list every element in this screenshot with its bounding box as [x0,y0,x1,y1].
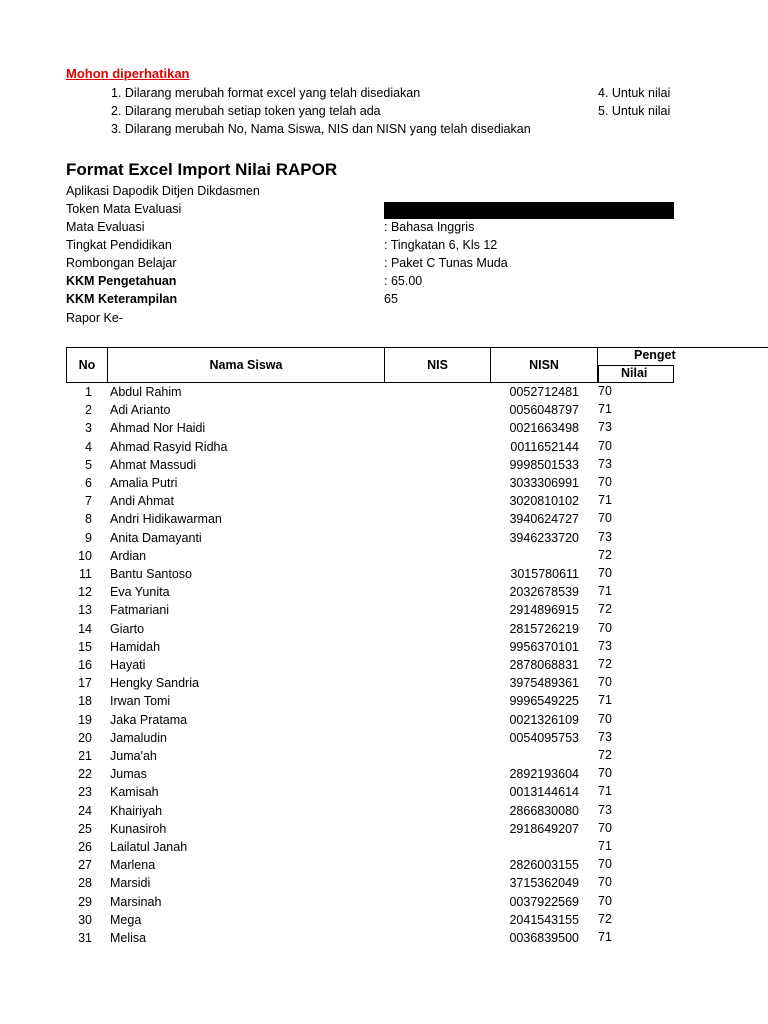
row-no: 11 [79,567,92,581]
table-row[interactable] [66,913,706,931]
row-nilai: 72 [598,748,612,762]
meta-row [66,292,766,310]
row-nama: Abdul Rahim [110,385,182,399]
row-nisn: 9998501533 [509,457,579,472]
rule-5: 5. Untuk nilai [598,104,671,118]
row-nilai: 73 [598,729,612,744]
row-nisn: 9996549225 [509,694,579,709]
row-nama: Giarto [110,621,145,636]
row-nilai: 70 [598,893,612,908]
row-nama: Adi Arianto [110,403,171,418]
row-no: 12 [78,585,92,600]
row-nilai: 70 [598,857,612,872]
table-row[interactable] [66,622,706,640]
row-nama: Melisa [110,931,147,945]
table-row[interactable] [66,840,706,858]
row-nilai: 73 [598,802,612,817]
row-no: 6 [85,476,92,490]
table-row[interactable] [66,385,706,403]
header-nis: NIS [384,347,491,383]
meta-value: : Tingkatan 6, Kls 12 [384,238,498,252]
row-no: 17 [78,676,92,691]
row-nilai: 73 [598,456,612,471]
meta-row [66,220,766,238]
row-nisn: 0052712481 [509,385,579,399]
row-nilai: 71 [598,839,612,853]
row-nilai: 70 [598,766,612,781]
row-nama: Hamidah [110,639,161,654]
table-row[interactable] [66,713,706,731]
row-nama: Lailatul Janah [110,840,188,854]
document-title: Format Excel Import Nilai RAPOR [66,160,338,179]
row-nama: Irwan Tomi [110,694,171,709]
meta-value: 65 [384,292,398,306]
row-no: 10 [78,548,92,563]
row-nilai: 71 [598,784,612,799]
row-no: 26 [78,840,92,854]
meta-label: KKM Pengetahuan [66,274,177,288]
row-nilai: 71 [598,693,612,708]
row-no: 9 [85,530,92,545]
table-row[interactable] [66,440,706,458]
row-nisn: 0013144614 [509,785,579,800]
row-no: 7 [85,494,92,509]
row-nama: Amalia Putri [110,476,178,490]
row-nama: Anita Damayanti [110,530,202,545]
row-no: 21 [78,749,92,763]
table-row[interactable] [66,403,706,421]
row-nama: Jamaludin [110,730,167,745]
row-no: 4 [85,439,92,454]
row-nilai: 72 [598,911,612,926]
row-nilai: 70 [598,475,612,489]
meta-row [66,274,766,292]
row-nisn: 0021326109 [509,712,579,727]
row-nilai: 70 [598,384,612,398]
header-no: No [66,347,108,383]
row-no: 8 [85,512,92,527]
row-nama: Andri Hidikawarman [110,512,222,527]
rule-2: 2. Dilarang merubah setiap token yang telah ada [111,104,381,118]
meta-label: Rombongan Belajar [66,256,177,270]
row-nilai: 71 [598,930,612,944]
row-nilai: 73 [598,529,612,544]
row-nisn: 2892193604 [509,767,579,782]
table-row[interactable] [66,767,706,785]
row-nisn: 3975489361 [509,676,579,691]
row-nilai: 71 [598,402,612,417]
row-nilai: 71 [598,493,612,508]
document-subtitle [66,184,766,202]
rule-1: 1. Dilarang merubah format excel yang telah disediakan [111,86,421,100]
table-row[interactable] [66,476,706,494]
row-nisn: 3946233720 [509,530,579,545]
row-no: 14 [78,621,92,636]
row-nama: Andi Ahmat [110,494,174,509]
row-nisn: 0054095753 [509,730,579,745]
meta-label: KKM Keterampilan [66,292,178,306]
row-nama: Hengky Sandria [110,676,199,691]
row-no: 29 [78,894,92,909]
row-nilai: 70 [598,511,612,526]
row-nilai: 70 [598,566,612,580]
row-no: 1 [85,385,92,399]
row-nisn: 0011652144 [510,439,579,454]
table-row[interactable] [66,876,706,894]
table-row[interactable] [66,749,706,767]
table-row[interactable] [66,895,706,913]
table-row[interactable] [66,785,706,803]
table-row[interactable] [66,512,706,530]
row-nilai: 70 [598,820,612,835]
table-row[interactable] [66,658,706,676]
row-nilai: 70 [598,875,612,890]
row-no: 5 [85,457,92,472]
row-nisn: 0036839500 [509,931,579,945]
row-nisn: 2918649207 [509,821,579,836]
table-row[interactable] [66,858,706,876]
header-nisn: NISN [490,347,598,383]
notice-title: Mohon diperhatikan [66,66,190,81]
row-nisn: 3033306991 [509,476,579,490]
row-nama: Marsidi [110,876,151,891]
row-nilai: 72 [598,657,612,671]
row-nama: Khairiyah [110,803,163,818]
meta-label: Rapor Ke- [66,311,123,325]
row-nisn: 0056048797 [509,403,579,418]
table-row[interactable] [66,549,706,567]
row-nilai: 70 [598,438,612,453]
table-row[interactable] [66,822,706,840]
meta-label: Token Mata Evaluasi [66,202,182,216]
row-nilai: 72 [598,602,612,617]
row-no: 27 [78,858,92,873]
row-nisn: 2826003155 [509,858,579,873]
row-nama: Bantu Santoso [110,567,193,581]
row-no: 31 [78,931,92,945]
row-no: 15 [78,639,92,654]
row-nisn: 3020810102 [509,494,579,509]
row-nama: Marlena [110,858,156,873]
row-nisn: 0021663498 [509,421,579,436]
table-row[interactable] [66,421,706,439]
table-row[interactable] [66,603,706,621]
row-nisn: 3715362049 [509,876,579,891]
table-row[interactable] [66,458,706,476]
row-nisn: 0037922569 [509,894,579,909]
header-nama: Nama Siswa [107,347,385,383]
table-row[interactable] [66,694,706,712]
meta-value: : Paket C Tunas Muda [384,256,508,270]
row-no: 13 [78,603,92,618]
subtitle-text: Aplikasi Dapodik Ditjen Dikdasmen [66,184,260,198]
row-nama: Kamisah [110,785,159,800]
header-pengetahuan: Penget [634,348,676,362]
row-nisn: 2041543155 [509,912,579,927]
row-nisn: 3940624727 [509,512,579,527]
row-nama: Eva Yunita [110,585,170,600]
meta-row [66,311,766,329]
row-no: 16 [78,658,92,672]
row-nisn: 9956370101 [509,639,579,654]
row-no: 22 [78,767,92,782]
meta-label: Tingkat Pendidikan [66,238,172,252]
meta-label: Mata Evaluasi [66,220,145,234]
row-nama: Fatmariani [110,603,170,618]
row-no: 28 [78,876,92,891]
rule-4: 4. Untuk nilai [598,86,671,100]
meta-value: : Bahasa Inggris [384,220,475,234]
row-nilai: 70 [598,675,612,690]
row-nisn: 2032678539 [509,585,579,600]
meta-row [66,202,766,220]
row-nilai: 73 [598,638,612,653]
table-row[interactable] [66,676,706,694]
table-row[interactable] [66,640,706,658]
meta-row [66,256,766,274]
row-nama: Mega [110,912,142,927]
row-nilai: 72 [598,547,612,562]
rule-3: 3. Dilarang merubah No, Nama Siswa, NIS dan NISN yang telah disediakan [111,122,531,136]
table-row[interactable] [66,585,706,603]
row-no: 23 [78,785,92,800]
row-no: 25 [78,821,92,836]
row-nama: Jumas [110,767,147,782]
row-nilai: 71 [598,584,612,599]
table-row[interactable] [66,731,706,749]
row-nama: Ahmad Rasyid Ridha [110,439,228,454]
table-row[interactable] [66,494,706,512]
row-no: 18 [78,694,92,709]
table-row[interactable] [66,531,706,549]
row-nama: Hayati [110,658,146,672]
row-nilai: 70 [598,620,612,635]
row-no: 20 [78,730,92,745]
row-nisn: 2815726219 [509,621,579,636]
row-nama: Juma'ah [110,749,157,763]
row-nilai: 70 [598,711,612,726]
row-nisn: 3015780611 [510,567,579,581]
row-no: 2 [85,403,92,418]
table-row[interactable] [66,804,706,822]
row-nama: Jaka Pratama [110,712,188,727]
table-row[interactable] [66,567,706,585]
meta-row [66,238,766,256]
row-nama: Kunasiroh [110,821,167,836]
row-nama: Ahmat Massudi [110,457,197,472]
row-no: 30 [78,912,92,927]
row-nama: Marsinah [110,894,162,909]
row-no: 3 [85,421,92,436]
row-nisn: 2878068831 [509,658,579,672]
row-nisn: 2914896915 [509,603,579,618]
row-nilai: 73 [598,420,612,435]
row-nama: Ahmad Nor Haidi [110,421,206,436]
row-no: 24 [78,803,92,818]
row-no: 19 [78,712,92,727]
header-nilai: Nilai [598,365,674,383]
row-nisn: 2866830080 [509,803,579,818]
row-nama: Ardian [110,548,147,563]
meta-value: : 65.00 [384,274,423,288]
table-row[interactable] [66,931,706,949]
